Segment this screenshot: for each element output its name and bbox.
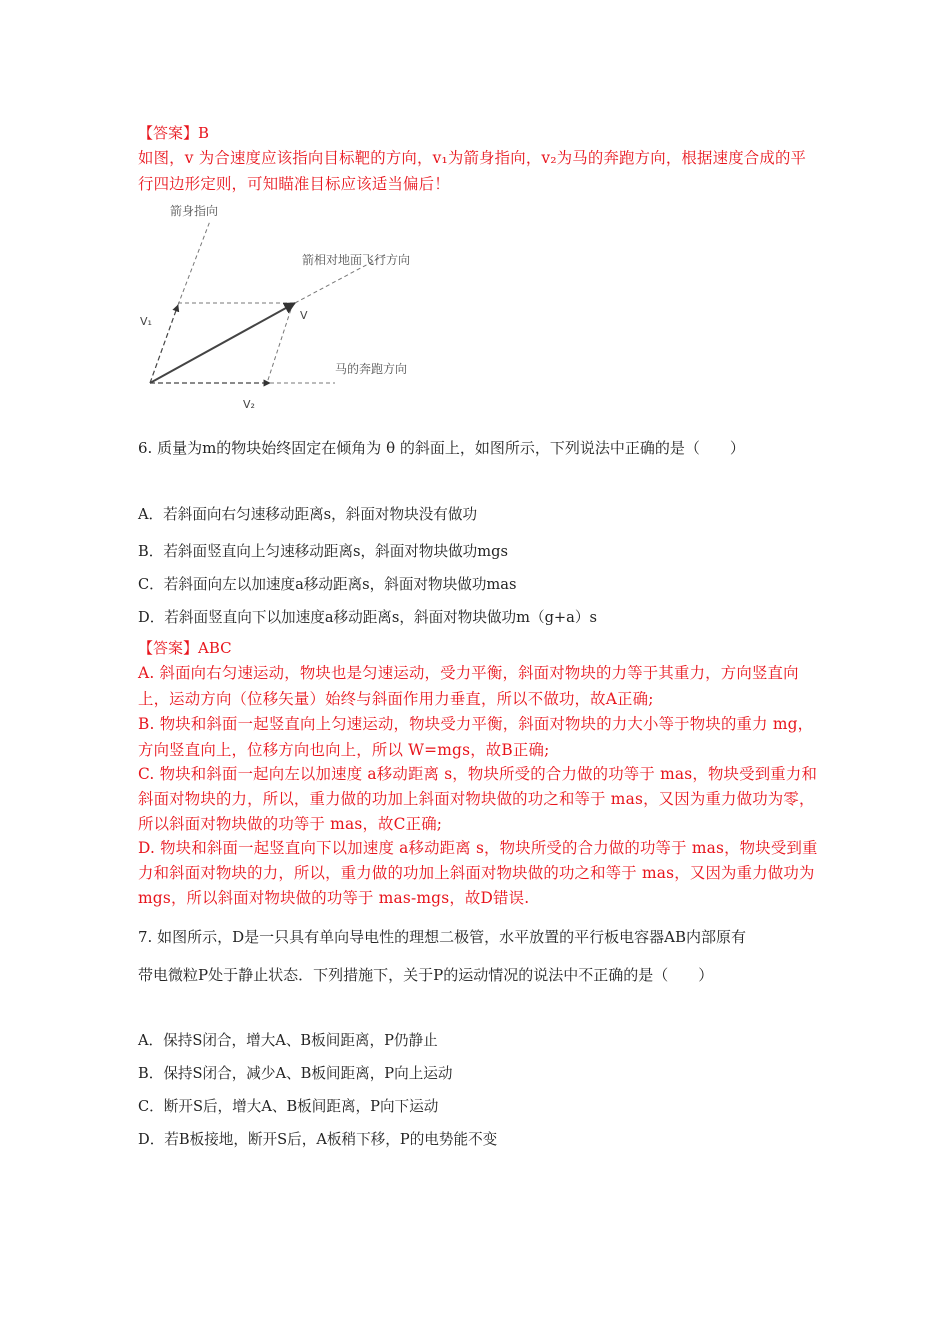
label-v2: V₂ [243, 398, 255, 411]
q6-explanation-line-10: mgs，所以斜面对物块做的功等于 mas-mgs，故D错误. [138, 889, 530, 907]
q6-question: 6. 质量为m的物块始终固定在倾角为 θ 的斜面上，如图所示，下列说法中正确的是（ ） [138, 439, 745, 457]
q6-explanation-line-9: 力和斜面对物块的力，所以，重力做的功加上斜面对物块做的功之和等于 mas，又因为重力做功为 [138, 864, 815, 882]
parallelogram-right [267, 303, 293, 383]
label-flight-direction: 箭相对地面飞行方向 [302, 253, 411, 267]
q6-option-d: D．若斜面竖直向下以加速度a移动距离s，斜面对物块做功m（g+a）s [138, 609, 597, 626]
q6-explanation-line-3: B. 物块和斜面一起竖直向上匀速运动，物块受力平衡，斜面对物块的力大小等于物块的重力 mg， [138, 715, 814, 733]
q6-explanation-line-4: 方向竖直向上，位移方向也向上，所以 W=mgs，故B正确; [138, 741, 550, 759]
q5-explanation-line-2: 行四边形定则，可知瞄准目标应该适当偏后！ [138, 175, 450, 193]
q6-option-a: A．若斜面向右匀速移动距离s，斜面对物块没有做功 [138, 506, 478, 523]
q7-option-d: D．若B板接地，断开S后，A板稍下移，P的电势能不变 [138, 1131, 498, 1148]
q6-option-c: C．若斜面向左以加速度a移动距离s，斜面对物块做功mas [138, 576, 517, 593]
q7-option-a: A．保持S闭合，增大A、B板间距离，P仍静止 [138, 1032, 438, 1049]
velocity-parallelogram-diagram [130, 195, 450, 420]
q6-explanation-line-5: C. 物块和斜面一起向左以加速度 a移动距离 s，物块所受的合力做的功等于 mas，物块受到重力和 [138, 765, 818, 783]
q7-option-c: C．断开S后，增大A、B板间距离，P向下运动 [138, 1098, 439, 1115]
q6-explanation-line-1: A. 斜面向右匀速运动，物块也是匀速运动，受力平衡，斜面对物块的力等于其重力，方向竖直向 [138, 664, 799, 682]
q6-explanation-line-8: D. 物块和斜面一起竖直向下以加速度 a移动距离 s，物块所受的合力做的功等于 mas，物块受到重 [138, 839, 818, 857]
label-arrow-direction: 箭身指向 [170, 204, 219, 218]
q6-answer-tag: 【答案】ABC [138, 639, 232, 657]
q5-explanation-line-1: 如图，v 为合速度应该指向目标靶的方向，v₁为箭身指向，v₂为马的奔跑方向，根据速度合成的平 [138, 149, 807, 167]
q6-explanation-line-7: 所以斜面对物块做的功等于 mas，故C正确; [138, 815, 443, 833]
q6-explanation-line-6: 斜面对物块的力，所以，重力做的功加上斜面对物块做的功之和等于 mas，又因为重力做功为零， [138, 790, 815, 808]
q7-question-line-1: 7. 如图所示，D是一只具有单向导电性的理想二极管，水平放置的平行板电容器AB内部原有 [138, 928, 746, 946]
label-horse-direction: 马的奔跑方向 [335, 362, 408, 376]
v1-vector [150, 305, 178, 383]
v-resultant-vector [150, 303, 295, 383]
label-v1: V₁ [140, 315, 152, 328]
label-v: V [300, 309, 308, 322]
q6-explanation-line-2: 上，运动方向（位移矢量）始终与斜面作用力垂直，所以不做功，故A正确; [138, 690, 654, 708]
q7-option-b: B．保持S闭合，减少A、B板间距离，P向上运动 [138, 1065, 453, 1082]
q7-question-line-2: 带电微粒P处于静止状态．下列措施下，关于P的运动情况的说法中不正确的是（ ） [138, 966, 714, 984]
arrow-direction-line [178, 221, 210, 305]
q5-answer-tag: 【答案】B [138, 124, 210, 142]
q6-option-b: B．若斜面竖直向上匀速移动距离s，斜面对物块做功mgs [138, 543, 508, 560]
